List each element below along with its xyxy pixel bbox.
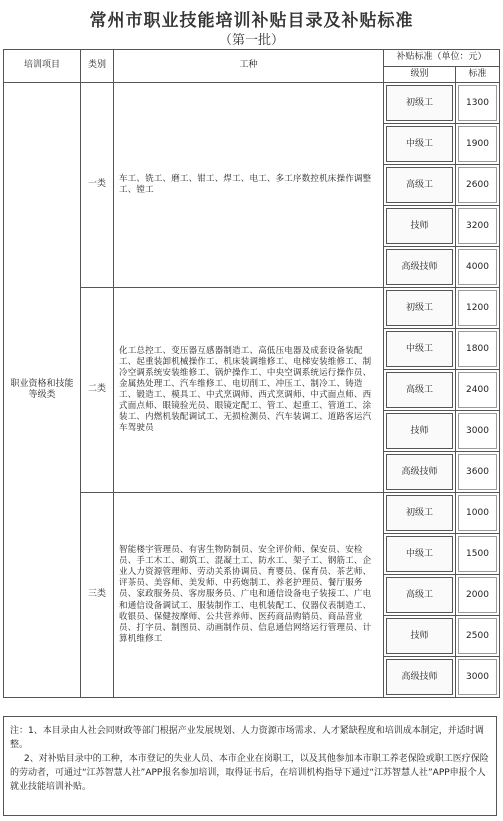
header-project: 培训项目 bbox=[4, 50, 81, 83]
level-cell: 高级技师 bbox=[386, 249, 453, 285]
level-cell: 技师 bbox=[386, 208, 453, 244]
note-2: 2、对补贴目录中的工种，本市登记的失业人员、本市企业在岗职工，以及其他参加本市职工养老保险或职工医疗保险的劳动者，可通过“江苏智慧人社”APP报名参加培训，取得证书后，在培训机构指导下通过“江苏智慧人社”APP申报个人就业技能培训补贴。 bbox=[10, 753, 489, 792]
page-subtitle: （第一批） bbox=[218, 33, 284, 48]
amount-cell: 1200 bbox=[458, 290, 497, 326]
amount-cell: 1900 bbox=[458, 126, 497, 162]
level-cell: 高级技师 bbox=[386, 659, 453, 695]
notes-box bbox=[3, 716, 497, 816]
table-row bbox=[4, 83, 500, 124]
header-amount: 标准 bbox=[456, 67, 500, 83]
amount-cell: 2000 bbox=[458, 577, 497, 613]
amount-cell: 1800 bbox=[458, 331, 497, 367]
page-title: 常州市职业技能培训补贴目录及补贴标准 bbox=[89, 11, 414, 31]
header-standard: 补贴标准（单位：元） bbox=[384, 50, 500, 67]
amount-cell: 2400 bbox=[458, 372, 497, 408]
amount-cell: 2600 bbox=[458, 167, 497, 203]
level-cell: 中级工 bbox=[386, 126, 453, 162]
level-cell: 高级技师 bbox=[386, 454, 453, 490]
project-name: 职业资格和技能等级类 bbox=[4, 83, 81, 698]
amount-cell: 4000 bbox=[458, 249, 497, 285]
note-1: 注：1、本目录由人社会同财政等部门根据产业发展规划、人力资源市场需求、人才紧缺程度和培训成本制定，并适时调整。 bbox=[10, 726, 484, 750]
amount-cell: 3600 bbox=[458, 454, 497, 490]
level-cell: 高级工 bbox=[386, 577, 453, 613]
jobs-cell: 车工、铣工、磨工、钳工、焊工、电工、多工序数控机床操作调整工、镗工 bbox=[114, 83, 384, 288]
header-category: 类别 bbox=[81, 50, 114, 83]
amount-cell: 1500 bbox=[458, 536, 497, 572]
level-cell: 高级工 bbox=[386, 372, 453, 408]
level-cell: 技师 bbox=[386, 413, 453, 449]
level-cell: 中级工 bbox=[386, 331, 453, 367]
level-cell: 技师 bbox=[386, 618, 453, 654]
jobs-cell: 智能楼宇管理员、有害生物防制员、安全评价师、保安员、安检员、手工木工、砌筑工、混凝土工、防水工、架子工、钢筋工、企业人力资源管理师、劳动关系协调员、育婴员、保育员、茶艺师、评茶员、美容师、美发师、中药炮制工、养老护理员、餐厅服务员、家政服务员、客房服务员、广电和通信设备电子装接工、广电和通信设备调试工、服装制作工、电机装配工、仪器仪表制造工、收银员、保健按摩师、公共营养师、医药商品购销员、商品营业员、打字员、制图员、动画制作员、信息通信网络运行管理员、计算机维修工 bbox=[114, 493, 384, 698]
category-cell: 三类 bbox=[81, 493, 114, 698]
amount-cell: 1000 bbox=[458, 495, 497, 531]
header-level: 级别 bbox=[384, 67, 456, 83]
header-jobs: 工种 bbox=[114, 50, 384, 83]
amount-cell: 3000 bbox=[458, 659, 497, 695]
category-cell: 二类 bbox=[81, 288, 114, 493]
level-cell: 初级工 bbox=[386, 85, 453, 121]
level-cell: 高级工 bbox=[386, 167, 453, 203]
amount-cell: 2500 bbox=[458, 618, 497, 654]
amount-cell: 1300 bbox=[458, 85, 497, 121]
category-cell: 一类 bbox=[81, 83, 114, 288]
level-cell: 中级工 bbox=[386, 536, 453, 572]
level-cell: 初级工 bbox=[386, 495, 453, 531]
amount-cell: 3000 bbox=[458, 413, 497, 449]
subsidy-table bbox=[3, 49, 500, 698]
amount-cell: 3200 bbox=[458, 208, 497, 244]
jobs-cell: 化工总控工、变压器互感器制造工、高低压电器及成套设备装配工、起重装卸机械操作工、机床装调维修工、电梯安装维修工、制冷空调系统安装维修工、锅炉操作工、中央空调系统运行操作员、金属热处理工、汽车维修工、电切削工、冲压工、制冷工、铸造工、锻造工、模具工、中式烹调师、西式烹调师、中式面点师、西式面点师、眼镜验光员、眼镜定配工、管工、起重工、管道工、涂装工、内燃机装配调试工、无损检测员、汽车装调工、道路客运汽车驾驶员 bbox=[114, 288, 384, 493]
level-cell: 初级工 bbox=[386, 290, 453, 326]
